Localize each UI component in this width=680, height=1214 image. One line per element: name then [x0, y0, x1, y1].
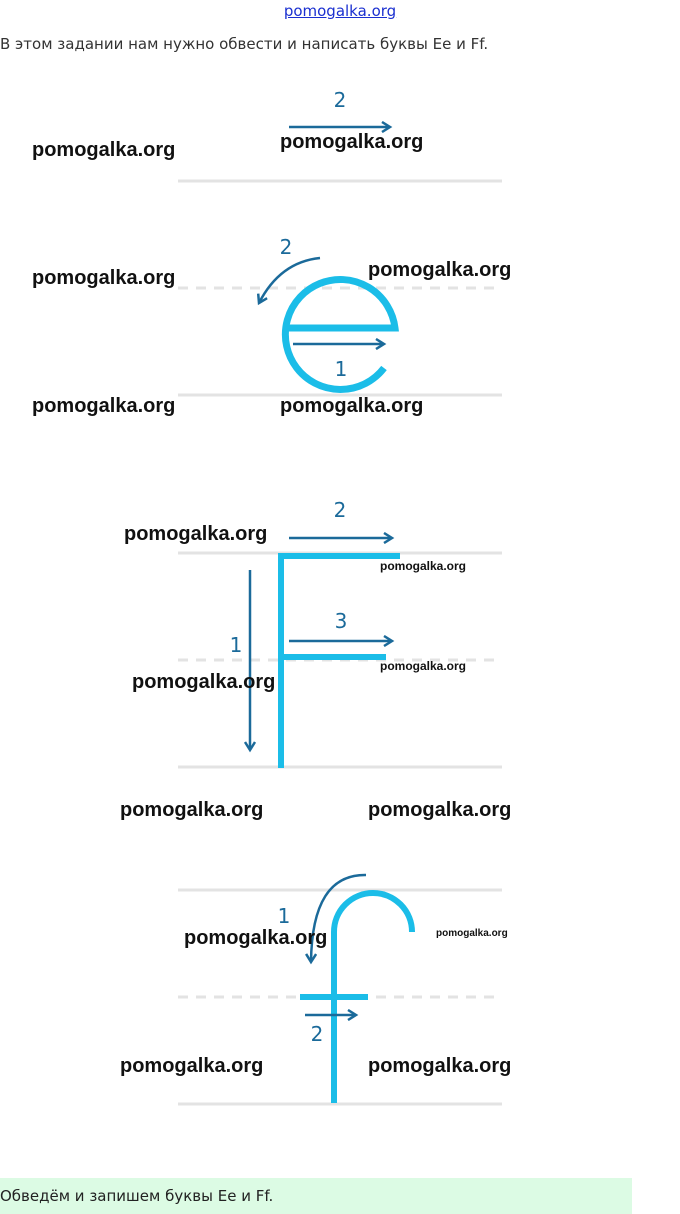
watermark: pomogalka.org [120, 1055, 264, 1077]
arrow-number: 2 [279, 235, 293, 259]
watermark: pomogalka.org [120, 799, 264, 821]
arrow-number: 1 [229, 633, 243, 657]
watermark: pomogalka.org [380, 559, 467, 573]
watermark: pomogalka.org [436, 928, 508, 939]
summary-box [0, 1178, 632, 1214]
watermark: pomogalka.org [368, 1055, 512, 1077]
watermark: pomogalka.org [368, 799, 512, 821]
summary-text: Обведём и запишем буквы Ee и Ff. [0, 1187, 274, 1205]
watermark: pomogalka.org [368, 259, 512, 281]
arrow-number: 1 [334, 357, 348, 381]
arrow-number: 3 [334, 609, 348, 633]
arrow-number: 2 [333, 88, 347, 112]
watermark: pomogalka.org [280, 395, 424, 417]
arrow-number: 2 [333, 498, 347, 522]
arrow-number: 2 [310, 1022, 324, 1046]
stroke-arrow [259, 258, 320, 303]
arrow-number: 1 [277, 904, 291, 928]
watermark: pomogalka.org [32, 267, 176, 289]
intro-text: В этом задании нам нужно обвести и написать буквы Ee и Ff. [0, 35, 489, 53]
watermark: pomogalka.org [380, 659, 467, 673]
site-link[interactable]: pomogalka.org [283, 2, 397, 20]
watermark: pomogalka.org [280, 131, 424, 153]
watermark: pomogalka.org [32, 395, 176, 417]
watermark: pomogalka.org [132, 671, 276, 693]
watermark: pomogalka.org [184, 927, 328, 949]
watermark: pomogalka.org [124, 523, 268, 545]
watermark: pomogalka.org [32, 139, 176, 161]
